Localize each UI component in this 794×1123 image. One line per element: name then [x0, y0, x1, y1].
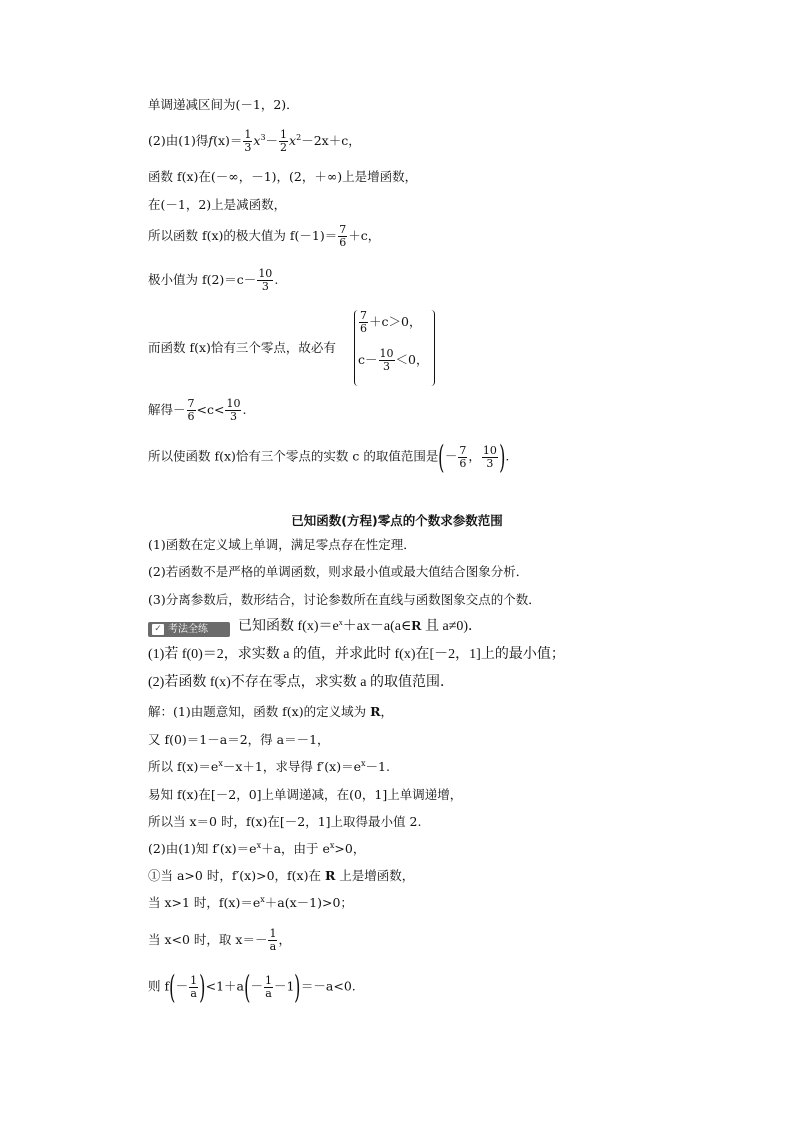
text-line-6	[148, 268, 278, 293]
text: 所以使函数 f(x)恰有三个零点的实数 c 的取值范围是	[148, 448, 439, 464]
text-line-8	[148, 398, 246, 423]
solution-line-7	[148, 868, 414, 884]
text: ＋a(x－1)>0；	[264, 895, 353, 910]
right-paren: )	[294, 968, 301, 1006]
text: 2	[296, 133, 302, 142]
fraction: $\frac{7}{6}$	[339, 223, 347, 249]
left-paren: (	[244, 968, 251, 1006]
fraction: $\frac{1}{a}$	[190, 973, 198, 1000]
text: －	[250, 978, 263, 994]
text-line-2	[148, 129, 361, 154]
fraction: $\frac{10}{3}$	[482, 443, 497, 470]
text: 且 a≠0)．	[421, 619, 483, 634]
right-paren: )	[199, 968, 206, 1006]
text: －	[265, 133, 279, 148]
text: <1＋a	[205, 978, 244, 994]
text: ＋a，由于 e	[261, 841, 330, 856]
text: >0，	[334, 841, 366, 856]
text: 3	[260, 133, 266, 142]
text: .	[242, 402, 247, 417]
text: x	[289, 133, 297, 148]
solution-line-9	[148, 928, 291, 953]
equation-system	[354, 310, 434, 388]
text: ＋c＞0，	[369, 314, 422, 329]
text: .	[505, 448, 510, 464]
method-3: (3)分离参数后，数形结合，讨论参数所在直线与函数图象交点的个数．	[148, 592, 541, 607]
fraction: $\frac{1}{a}$	[269, 927, 277, 953]
text: －2x＋c，	[301, 133, 361, 148]
solution-line-3	[148, 759, 390, 775]
text: x	[218, 759, 223, 768]
text-line-5	[148, 224, 380, 249]
text-line-7: 而函数 f(x)恰有三个零点，故必有	[148, 340, 336, 355]
text: －1.	[365, 759, 390, 774]
text-line-1: 单调递减区间为(－1，2)．	[148, 97, 299, 112]
text: －	[175, 978, 189, 994]
text: (2)由(1)知 f′(x)＝e	[148, 841, 257, 856]
text: .	[274, 272, 279, 287]
left-paren: (	[169, 968, 176, 1006]
text: x	[329, 841, 335, 850]
system-row-2	[358, 348, 428, 373]
fraction: $\frac{7}{6}$	[360, 309, 367, 335]
method-1: (1)函数在定义域上单调，满足零点存在性定理．	[148, 537, 416, 552]
text: 所以函数 f(x)的极大值为 f(－1)＝	[148, 228, 338, 243]
text: x	[360, 759, 366, 768]
solution-line-5: 所以当 x＝0 时，f(x)在[－2，1]上取得最小值 2.	[148, 814, 422, 829]
text: R	[411, 619, 422, 634]
text: 当 x<0 时，取 x＝－	[148, 932, 268, 947]
text: (x)＝	[213, 133, 243, 148]
text: <c<	[196, 402, 225, 417]
text: 考法全练	[168, 624, 208, 635]
text-line-9	[148, 438, 510, 476]
text: ＜0，	[395, 352, 429, 367]
fraction: $\frac{10}{3}$	[258, 267, 273, 293]
text: c－	[358, 352, 378, 367]
right-brace	[428, 310, 435, 386]
text-line-4: 在(－1，2)上是减函数，	[148, 197, 287, 212]
text: 所以 f(x)＝e	[148, 759, 219, 774]
text: 极小值为 f(2)＝c－	[148, 272, 257, 287]
exercise-problem	[148, 619, 482, 635]
fraction: $\frac{10}{3}$	[226, 397, 241, 423]
text: 已知函数 f(x)＝e	[238, 619, 339, 634]
text: R	[324, 868, 336, 883]
question-2: (2)若函数 f(x)不存在零点，求实数 a 的取值范围．	[148, 675, 455, 690]
text: ＝－a<0.	[300, 978, 356, 994]
fraction: $\frac{1}{a}$	[264, 973, 272, 1000]
text: ＋c，	[348, 228, 381, 243]
fraction: $\frac{7}{6}$	[459, 443, 467, 470]
text-line-3: 函数 f(x)在(－∞，－1)，(2，＋∞)上是增函数，	[148, 169, 418, 184]
solution-line-1	[148, 704, 393, 720]
solution-line-10	[148, 968, 356, 1006]
text: 当 x>1 时，f(x)＝e	[148, 895, 261, 910]
text: x	[338, 618, 343, 627]
fraction: $\frac{1}{3}$	[244, 128, 252, 154]
text: R	[370, 704, 381, 719]
solution-line-4: 易知 f(x)在[－2，0]上单调递减，在(0，1]上单调递增，	[148, 787, 463, 802]
system-row-1	[358, 310, 421, 335]
text: ，	[468, 448, 481, 464]
text: －1	[273, 978, 295, 994]
exercise-badge	[148, 622, 230, 637]
text: －x＋1，求导得 f′(x)＝e	[222, 759, 361, 774]
text: x	[253, 133, 261, 148]
text: ，	[278, 932, 291, 947]
text: f	[208, 133, 214, 148]
check-icon: ✓	[152, 624, 164, 635]
method-2: (2)若函数不是严格的单调函数，则求最小值或最大值结合图象分析．	[148, 564, 529, 579]
text: x	[260, 895, 265, 904]
fraction: $\frac{10}{3}$	[379, 347, 394, 373]
solution-line-2: 又 f(0)＝1－a＝2，得 a＝－1，	[148, 732, 330, 747]
text: ，	[380, 704, 393, 719]
text: (2)由(1)得	[148, 133, 209, 148]
text: 上是增函数，	[335, 868, 415, 883]
fraction: $\frac{7}{6}$	[187, 397, 195, 423]
text: 解得－	[148, 402, 186, 417]
right-paren: )	[498, 438, 506, 476]
text: 解：(1)由题意知，函数 f(x)的定义域为	[148, 704, 371, 719]
text: ＋ax－a(a∈	[342, 619, 412, 634]
text: 则 f	[148, 978, 170, 994]
text: ①当 a>0 时，f′(x)>0，f(x)在	[148, 868, 325, 883]
fraction: $\frac{1}{2}$	[280, 128, 288, 154]
solution-line-8	[148, 895, 353, 911]
question-1: (1)若 f(0)＝2，求实数 a 的值，并求此时 f(x)在[－2，1]上的最小值；	[148, 647, 565, 662]
section-title: 已知函数(方程)零点的个数求参数范围	[291, 513, 503, 528]
text: x	[256, 841, 262, 850]
text: －	[444, 448, 458, 464]
left-paren: (	[438, 438, 445, 476]
solution-line-6	[148, 841, 365, 857]
